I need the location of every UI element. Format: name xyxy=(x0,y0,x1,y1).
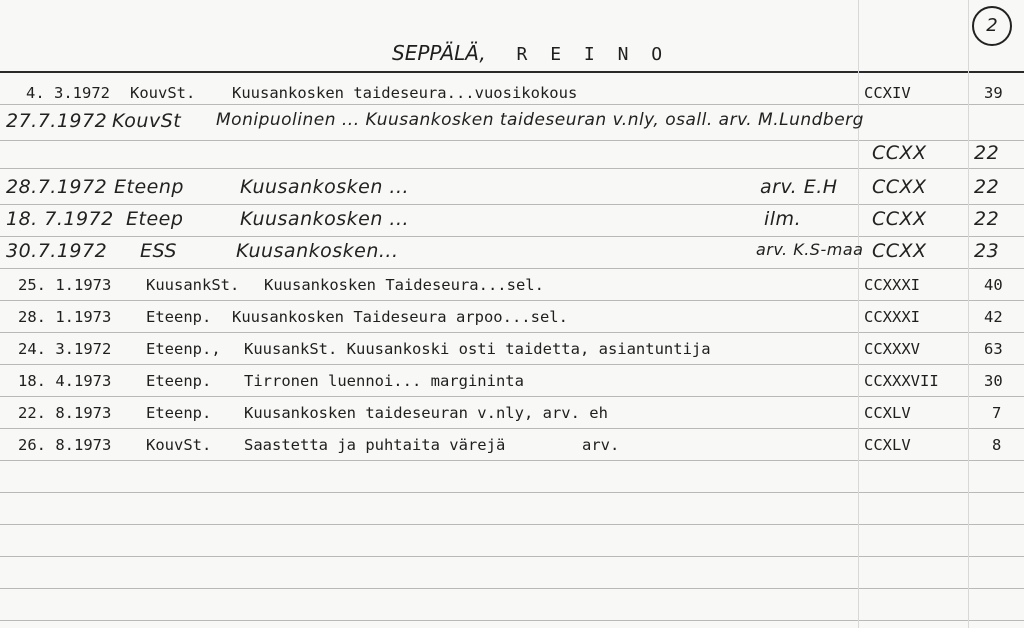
entry-source: Eteenp. xyxy=(146,372,212,390)
firstname: R E I N O xyxy=(516,44,669,65)
entry-row xyxy=(0,206,1024,236)
entry-date: 30.7.1972 xyxy=(6,240,108,262)
entry-reviewer: arv. xyxy=(582,436,620,454)
entry-row xyxy=(0,78,1024,108)
entry-row xyxy=(0,398,1024,428)
entry-page: 63 xyxy=(984,340,1003,358)
entry-date: 4. 3.1972 xyxy=(26,84,110,102)
entry-page: 40 xyxy=(984,276,1003,294)
entry-source: KouvSt. xyxy=(130,84,196,102)
ruled-line xyxy=(0,556,1024,557)
entry-page: 30 xyxy=(984,372,1003,390)
entry-volume: CCXXXI xyxy=(864,308,920,326)
entry-source: Eteenp., xyxy=(146,340,221,358)
ruled-line xyxy=(0,364,1024,365)
entry-volume: CCXIV xyxy=(864,84,911,102)
entry-volume: CCXX xyxy=(872,208,927,230)
ruled-line xyxy=(0,204,1024,205)
entry-row xyxy=(0,334,1024,364)
entry-row xyxy=(0,430,1024,460)
entry-text: Tirronen luennoi... margininta xyxy=(244,372,524,390)
entry-page: 22 xyxy=(974,142,1000,164)
entry-reviewer: arv. E.H xyxy=(760,176,838,198)
entry-date: 24. 3.1972 xyxy=(18,340,112,358)
entry-page: 42 xyxy=(984,308,1003,326)
ruled-line xyxy=(0,492,1024,493)
entry-date: 27.7.1972 xyxy=(6,110,108,132)
entry-source: KouvSt xyxy=(112,110,182,132)
entry-page: 23 xyxy=(974,240,1000,262)
entry-text: Kuusankosken Taideseura...sel. xyxy=(264,276,544,294)
card-heading xyxy=(392,41,668,65)
surname: SEPPÄLÄ, xyxy=(392,41,486,65)
entry-volume: CCXLV xyxy=(864,404,911,422)
entry-date: 18. 7.1972 xyxy=(6,208,114,230)
ruled-line xyxy=(0,268,1024,269)
entry-volume: CCXLV xyxy=(864,436,911,454)
entry-source: Eteep xyxy=(126,208,184,230)
entry-source: Eteenp. xyxy=(146,404,212,422)
entry-text: Monipuolinen ... Kuusankosken taideseuran v.nly, osall. arv. M.Lundberg xyxy=(216,110,864,130)
ruled-line xyxy=(0,332,1024,333)
entry-date: 22. 8.1973 xyxy=(18,404,112,422)
entry-row xyxy=(0,140,1024,170)
entry-text: Kuusankosken taideseura...vuosikokous xyxy=(232,84,578,102)
entry-volume: CCXX xyxy=(872,142,927,164)
entry-text: Kuusankosken taideseuran v.nly, arv. eh xyxy=(244,404,608,422)
entry-volume: CCXXXVII xyxy=(864,372,939,390)
ruled-line xyxy=(0,620,1024,621)
ruled-line xyxy=(0,428,1024,429)
entry-date: 28.7.1972 xyxy=(6,176,108,198)
ruled-line xyxy=(0,588,1024,589)
ruled-line xyxy=(0,236,1024,237)
entry-date: 26. 8.1973 xyxy=(18,436,112,454)
entry-row xyxy=(0,302,1024,332)
entry-page: 22 xyxy=(974,208,1000,230)
ruled-line xyxy=(0,524,1024,525)
entry-row xyxy=(0,108,1024,138)
entry-source: KouvSt. xyxy=(146,436,212,454)
entry-row xyxy=(0,174,1024,204)
entry-volume: CCXX xyxy=(872,176,927,198)
ruled-line xyxy=(0,300,1024,301)
entry-page: 7 xyxy=(992,404,1002,422)
entry-row xyxy=(0,238,1024,268)
entry-text: Kuusankosken ... xyxy=(240,176,410,198)
entry-text: KuusankSt. Kuusankoski osti taidetta, asiantuntija xyxy=(244,340,711,358)
header-rule xyxy=(0,71,1024,73)
entry-text: Kuusankosken Taideseura arpoo...sel. xyxy=(232,308,568,326)
entry-volume: CCXX xyxy=(872,240,927,262)
entry-date: 28. 1.1973 xyxy=(18,308,112,326)
entry-page: 8 xyxy=(992,436,1002,454)
card-number: 2 xyxy=(972,6,1012,46)
entry-source: Eteenp xyxy=(114,176,184,198)
entry-text: Saastetta ja puhtaita värejä xyxy=(244,436,506,454)
entry-reviewer: ilm. xyxy=(764,208,802,230)
entry-text: Kuusankosken... xyxy=(236,240,399,262)
entry-source: KuusankSt. xyxy=(146,276,240,294)
entry-page: 22 xyxy=(974,176,1000,198)
entry-reviewer: arv. K.S-maa xyxy=(756,240,864,259)
entry-source: Eteenp. xyxy=(146,308,212,326)
entry-source: ESS xyxy=(140,240,177,262)
ruled-line xyxy=(0,396,1024,397)
entry-date: 18. 4.1973 xyxy=(18,372,112,390)
entry-volume: CCXXXV xyxy=(864,340,920,358)
entry-row xyxy=(0,270,1024,300)
entry-volume: CCXXXI xyxy=(864,276,920,294)
ruled-line xyxy=(0,460,1024,461)
entry-page: 39 xyxy=(984,84,1003,102)
entry-date: 25. 1.1973 xyxy=(18,276,112,294)
entry-row xyxy=(0,366,1024,396)
entry-text: Kuusankosken ... xyxy=(240,208,410,230)
